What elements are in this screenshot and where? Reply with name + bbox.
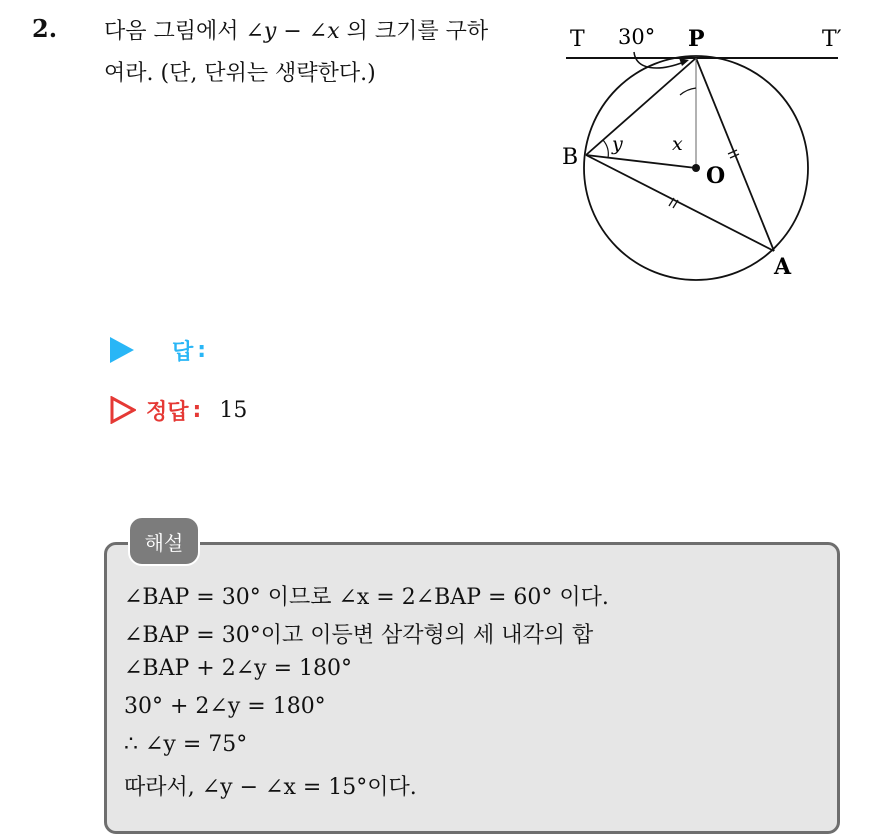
solution-line-6: 따라서, ∠y − ∠x = 15°이다.: [124, 775, 417, 800]
label-a: A: [774, 254, 792, 280]
label-t: T: [570, 27, 585, 52]
question-number: 2.: [32, 14, 58, 43]
angle-30-arc: [634, 52, 684, 68]
label-x: x: [672, 133, 683, 155]
label-o: O: [706, 163, 726, 189]
tick-mark-pa: [728, 150, 739, 158]
solution-line-4: 30° + 2∠y = 180°: [124, 694, 326, 719]
center-point-o: [692, 164, 700, 172]
answer-colon: :: [197, 337, 207, 363]
question-text-suffix: 의 크기를 구하: [339, 19, 489, 44]
question-math-expression: ∠y − ∠x: [245, 19, 340, 44]
correct-answer-colon: :: [192, 397, 202, 423]
question-text-prefix: 다음 그림에서: [104, 19, 246, 44]
solution-line-1: ∠BAP = 30° 이므로 ∠x = 2∠BAP = 60° 이다.: [124, 585, 609, 610]
solution-tab-label: 해설: [144, 530, 184, 555]
solution-line-2: ∠BAP = 30°이고 이등변 삼각형의 세 내각의 합: [124, 623, 594, 648]
label-y: y: [612, 133, 623, 155]
solution-line-5: ∴ ∠y = 75°: [124, 732, 248, 757]
label-30-degrees: 30°: [618, 25, 656, 49]
geometry-figure: [556, 18, 856, 290]
angle-x-arc: [680, 88, 696, 95]
answer-row: [110, 334, 206, 366]
outline-triangle-icon: [110, 396, 136, 424]
chord-ba: [586, 155, 774, 251]
play-triangle-icon: [110, 337, 134, 363]
solution-tab: [128, 516, 200, 566]
angle-y-arc: [603, 140, 608, 158]
correct-answer-label: 정답: [146, 399, 189, 425]
answer-label: 답: [172, 339, 194, 365]
correct-answer-row: [110, 394, 247, 426]
correct-answer-value: 15: [219, 397, 248, 423]
radius-ob: [586, 155, 696, 168]
tick-mark-ba: [669, 198, 678, 208]
label-b: B: [562, 145, 579, 170]
label-t-prime: T′: [822, 27, 842, 52]
label-p: P: [688, 26, 705, 52]
question-text-line-2: 여라. (단, 단위는 생략한다.): [104, 61, 376, 86]
solution-line-3: ∠BAP + 2∠y = 180°: [124, 656, 352, 681]
chord-pa: [696, 58, 774, 251]
question-text-line-1: [104, 14, 488, 45]
